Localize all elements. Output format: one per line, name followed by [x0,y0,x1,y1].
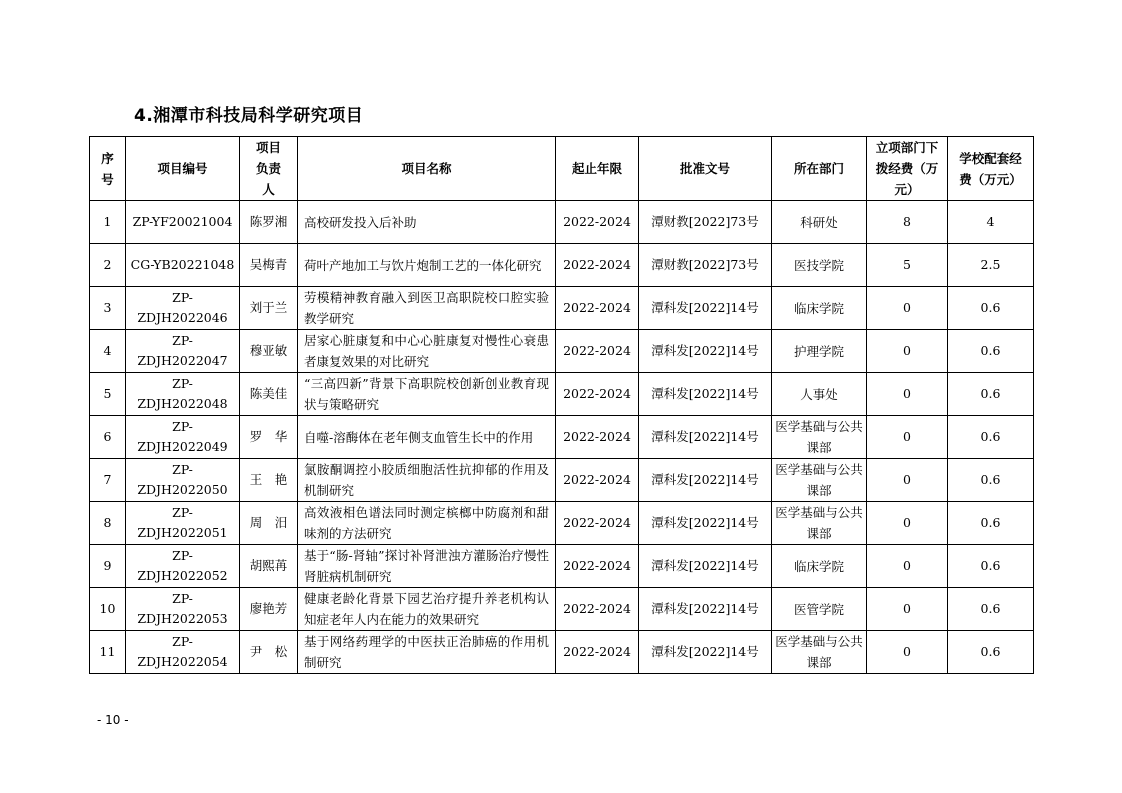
cell-project-name: “三高四新”背景下高职院校创新创业教育现状与策略研究 [298,373,556,416]
cell-seq: 7 [90,459,126,502]
cell-dept: 临床学院 [772,287,867,330]
cell-period: 2022-2024 [556,330,639,373]
cell-project-name: 居家心脏康复和中心心脏康复对慢性心衰患者康复效果的对比研究 [298,330,556,373]
cell-approval: 潭科发[2022]14号 [639,416,772,459]
cell-funds-matched: 0.6 [948,588,1034,631]
cell-seq: 1 [90,201,126,244]
cell-project-name: 荷叶产地加工与饮片炮制工艺的一体化研究 [298,244,556,287]
cell-project-name: 高校研发投入后补助 [298,201,556,244]
cell-period: 2022-2024 [556,459,639,502]
cell-code: ZP-ZDJH2022051 [126,502,240,545]
cell-funds-allocated: 0 [867,502,948,545]
cell-code: ZP-YF20021004 [126,201,240,244]
header-period: 起止年限 [556,137,639,201]
table-row [90,588,1034,631]
cell-dept: 临床学院 [772,545,867,588]
cell-code: ZP-ZDJH2022052 [126,545,240,588]
cell-funds-allocated: 0 [867,287,948,330]
header-dept: 所在部门 [772,137,867,201]
cell-approval: 潭科发[2022]14号 [639,502,772,545]
section-title: 4.湘潭市科技局科学研究项目 [134,106,364,126]
cell-seq: 3 [90,287,126,330]
table-row [90,416,1034,459]
cell-leader: 陈美佳 [240,373,298,416]
cell-funds-matched: 0.6 [948,330,1034,373]
cell-period: 2022-2024 [556,373,639,416]
cell-seq: 5 [90,373,126,416]
header-code: 项目编号 [126,137,240,201]
cell-funds-allocated: 8 [867,201,948,244]
table-row [90,459,1034,502]
cell-seq: 4 [90,330,126,373]
cell-leader: 周 汨 [240,502,298,545]
cell-funds-matched: 0.6 [948,545,1034,588]
cell-leader: 穆亚敏 [240,330,298,373]
cell-dept: 医管学院 [772,588,867,631]
cell-project-name: 劳模精神教育融入到医卫高职院校口腔实验教学研究 [298,287,556,330]
cell-code: CG-YB20221048 [126,244,240,287]
header-name: 项目名称 [298,137,556,201]
cell-leader: 陈罗湘 [240,201,298,244]
cell-project-name: 基于“肠-肾轴”探讨补肾泄浊方灌肠治疗慢性肾脏病机制研究 [298,545,556,588]
cell-leader: 刘于兰 [240,287,298,330]
table-row [90,631,1034,674]
cell-dept: 医学基础与公共课部 [772,459,867,502]
page-number: - 10 - [97,713,129,727]
cell-funds-allocated: 0 [867,459,948,502]
table-row [90,287,1034,330]
cell-dept: 人事处 [772,373,867,416]
cell-dept: 护理学院 [772,330,867,373]
table-row [90,373,1034,416]
cell-approval: 潭科发[2022]14号 [639,588,772,631]
cell-period: 2022-2024 [556,416,639,459]
cell-funds-allocated: 0 [867,416,948,459]
cell-dept: 医学基础与公共课部 [772,502,867,545]
cell-project-name: 自噬-溶酶体在老年侧支血管生长中的作用 [298,416,556,459]
cell-code: ZP-ZDJH2022049 [126,416,240,459]
cell-seq: 6 [90,416,126,459]
header-funds-allocated: 立项部门下拨经费（万元） [867,137,948,201]
cell-funds-allocated: 5 [867,244,948,287]
cell-period: 2022-2024 [556,244,639,287]
cell-project-name: 基于网络药理学的中医扶正治肺癌的作用机制研究 [298,631,556,674]
cell-leader: 罗 华 [240,416,298,459]
cell-leader: 王 艳 [240,459,298,502]
cell-seq: 2 [90,244,126,287]
table-row [90,330,1034,373]
table-row [90,201,1034,244]
cell-funds-matched: 4 [948,201,1034,244]
projects-table [89,136,1034,674]
cell-funds-matched: 2.5 [948,244,1034,287]
cell-funds-matched: 0.6 [948,502,1034,545]
table-row [90,502,1034,545]
cell-project-name: 高效液相色谱法同时测定槟榔中防腐剂和甜味剂的方法研究 [298,502,556,545]
cell-period: 2022-2024 [556,287,639,330]
cell-seq: 10 [90,588,126,631]
cell-period: 2022-2024 [556,545,639,588]
cell-funds-matched: 0.6 [948,287,1034,330]
cell-code: ZP-ZDJH2022046 [126,287,240,330]
cell-funds-allocated: 0 [867,373,948,416]
cell-approval: 潭科发[2022]14号 [639,631,772,674]
cell-leader: 胡熙苒 [240,545,298,588]
table-row [90,244,1034,287]
cell-period: 2022-2024 [556,588,639,631]
table-row [90,545,1034,588]
cell-leader: 尹 松 [240,631,298,674]
cell-dept: 医学基础与公共课部 [772,416,867,459]
cell-seq: 8 [90,502,126,545]
cell-approval: 潭科发[2022]14号 [639,373,772,416]
cell-leader: 吴梅青 [240,244,298,287]
cell-funds-allocated: 0 [867,330,948,373]
header-funds-matched: 学校配套经费（万元） [948,137,1034,201]
cell-code: ZP-ZDJH2022053 [126,588,240,631]
cell-period: 2022-2024 [556,631,639,674]
cell-project-name: 健康老龄化背景下园艺治疗提升养老机构认知症老年人内在能力的效果研究 [298,588,556,631]
cell-funds-allocated: 0 [867,631,948,674]
cell-funds-allocated: 0 [867,588,948,631]
cell-project-name: 氯胺酮调控小胶质细胞活性抗抑郁的作用及机制研究 [298,459,556,502]
header-approval: 批准文号 [639,137,772,201]
cell-dept: 医技学院 [772,244,867,287]
header-leader: 项目负责人 [240,137,298,201]
header-seq: 序号 [90,137,126,201]
cell-code: ZP-ZDJH2022048 [126,373,240,416]
cell-code: ZP-ZDJH2022050 [126,459,240,502]
cell-leader: 廖艳芳 [240,588,298,631]
cell-period: 2022-2024 [556,502,639,545]
cell-approval: 潭财教[2022]73号 [639,201,772,244]
cell-dept: 科研处 [772,201,867,244]
cell-code: ZP-ZDJH2022054 [126,631,240,674]
cell-dept: 医学基础与公共课部 [772,631,867,674]
cell-funds-matched: 0.6 [948,373,1034,416]
cell-period: 2022-2024 [556,201,639,244]
cell-seq: 11 [90,631,126,674]
table-header-row [90,137,1034,201]
cell-approval: 潭科发[2022]14号 [639,459,772,502]
cell-funds-matched: 0.6 [948,416,1034,459]
table-body [90,201,1034,674]
cell-funds-matched: 0.6 [948,631,1034,674]
cell-approval: 潭科发[2022]14号 [639,545,772,588]
cell-code: ZP-ZDJH2022047 [126,330,240,373]
cell-seq: 9 [90,545,126,588]
cell-approval: 潭财教[2022]73号 [639,244,772,287]
cell-approval: 潭科发[2022]14号 [639,330,772,373]
cell-funds-allocated: 0 [867,545,948,588]
cell-funds-matched: 0.6 [948,459,1034,502]
cell-approval: 潭科发[2022]14号 [639,287,772,330]
